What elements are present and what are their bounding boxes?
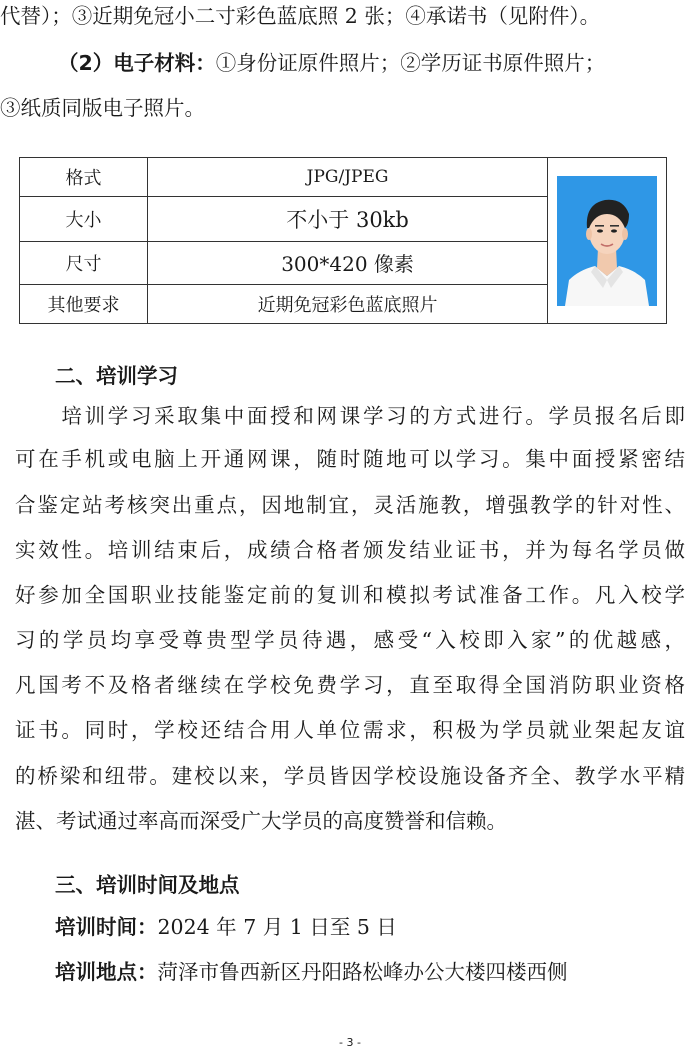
training-time-label: 培训时间： bbox=[55, 915, 158, 939]
paragraph-line: 好参加全国职业技能鉴定前的复训和模拟考试准备工作。凡入校学 bbox=[15, 583, 685, 607]
photo-spec-table bbox=[19, 157, 667, 324]
paragraph-line: 习的学员均享受尊贵型学员待遇，感受“入校即入家”的优越感， bbox=[15, 628, 685, 652]
materials-line-1: 代替）；③近期免冠小二寸彩色蓝底照 2 张；④承诺书（见附件）。 bbox=[0, 4, 601, 28]
training-place-value: 菏泽市鲁西新区丹阳路松峰办公大楼四楼西侧 bbox=[157, 960, 568, 984]
table-row bbox=[20, 158, 667, 197]
electronic-materials-items: ①身份证原件照片；②学历证书原件照片； bbox=[215, 51, 606, 75]
format-value: JPG/JPEG bbox=[148, 158, 548, 197]
training-time-line bbox=[55, 913, 397, 941]
sample-id-photo bbox=[557, 176, 657, 306]
section-heading-time-place: 三、培训时间及地点 bbox=[55, 873, 240, 897]
training-place-label: 培训地点： bbox=[55, 960, 158, 984]
page-number: - 3 - bbox=[339, 1036, 361, 1049]
electronic-materials-line bbox=[58, 49, 605, 77]
paragraph-line: 的桥梁和纽带。建校以来，学员皆因学校设施设备齐全、教学水平精 bbox=[15, 764, 685, 788]
paragraph-line: 凡国考不及格者继续在学校免费学习，直至取得全国消防职业资格 bbox=[15, 673, 685, 697]
size-value: 不小于 30kb bbox=[148, 196, 548, 241]
other-requirements-value: 近期免冠彩色蓝底照片 bbox=[148, 284, 548, 323]
paragraph-line: 湛、考试通过率高而深受广大学员的高度赞誉和信赖。 bbox=[15, 809, 507, 833]
paragraph-line: 实效性。培训结束后，成绩合格者颁发结业证书，并为每名学员做 bbox=[15, 538, 685, 562]
electronic-materials-label: （2）电子材料： bbox=[58, 51, 216, 75]
section-heading-training-study: 二、培训学习 bbox=[55, 364, 178, 388]
dimensions-value: 300*420 像素 bbox=[148, 241, 548, 284]
paragraph-line: 证书。同时，学校还结合用人单位需求，积极为学员就业架起友谊 bbox=[15, 718, 685, 742]
training-place-line bbox=[55, 958, 568, 986]
paragraph-line: 合鉴定站考核突出重点，因地制宜，灵活施教，增强教学的针对性、 bbox=[15, 493, 685, 517]
person-portrait-icon bbox=[557, 176, 657, 306]
paragraph-line: 培训学习采取集中面授和网课学习的方式进行。学员报名后即 bbox=[15, 404, 685, 428]
training-time-value: 2024 年 7 月 1 日至 5 日 bbox=[157, 915, 397, 939]
format-label: 格式 bbox=[20, 158, 148, 197]
size-label: 大小 bbox=[20, 196, 148, 241]
sample-photo-cell bbox=[548, 158, 667, 324]
other-requirements-label: 其他要求 bbox=[20, 284, 148, 323]
paragraph-line: 可在手机或电脑上开通网课，随时随地可以学习。集中面授紧密结 bbox=[15, 447, 685, 471]
materials-line-3: ③纸质同版电子照片。 bbox=[0, 96, 205, 120]
dimensions-label: 尺寸 bbox=[20, 241, 148, 284]
